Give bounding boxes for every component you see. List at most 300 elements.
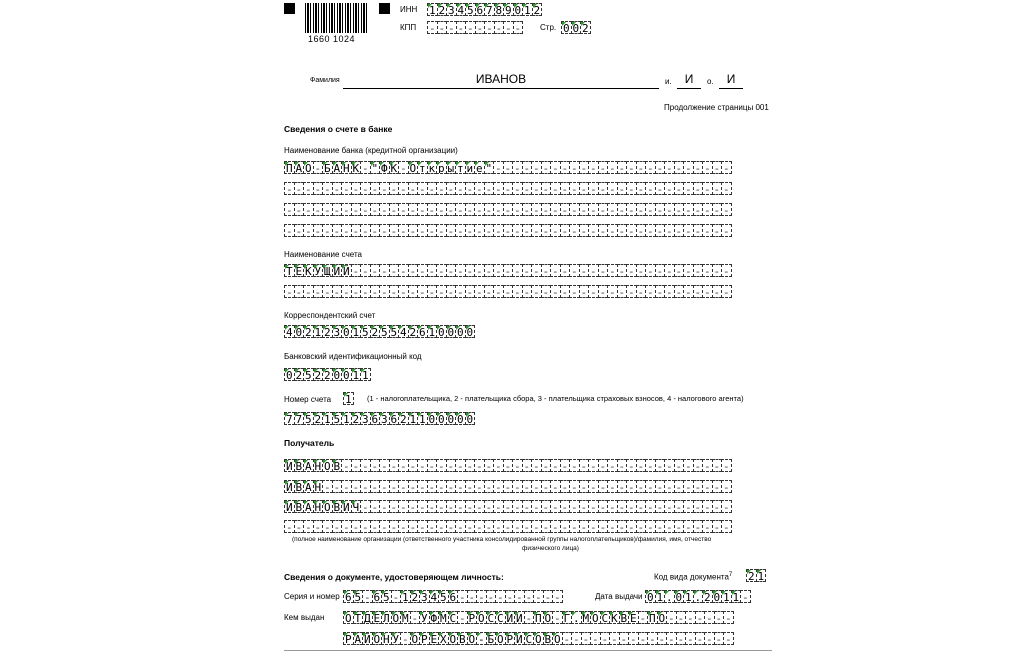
char-cell: 5 [361, 326, 369, 338]
char-cell: 1 [361, 369, 369, 381]
char-cell: - [466, 225, 474, 237]
char-cell: К [610, 612, 618, 624]
char-cell: 1 [418, 413, 426, 425]
char-cell: О [344, 612, 352, 624]
char-cell: - [295, 204, 303, 216]
char-cell: - [618, 183, 626, 195]
char-cell: - [675, 225, 683, 237]
char-cell: - [428, 521, 436, 533]
char-cell: С [487, 612, 495, 624]
char-cell: И [342, 501, 350, 513]
char-cell: - [722, 481, 730, 493]
char-cell: О [496, 633, 504, 645]
char-cell: - [504, 521, 512, 533]
char-cell: - [466, 460, 474, 472]
char-cell: - [456, 460, 464, 472]
char-cell: - [447, 204, 455, 216]
char-cell: 0 [437, 326, 445, 338]
char-cell: - [399, 225, 407, 237]
char-cell: - [713, 521, 721, 533]
char-cell: - [447, 286, 455, 298]
char-cell: Н [314, 481, 322, 493]
char-cell: - [646, 481, 654, 493]
char-cell: 2 [352, 413, 360, 425]
char-cell: - [684, 286, 692, 298]
char-cell: - [314, 162, 322, 174]
char-cell: - [513, 204, 521, 216]
char-cell: О [373, 633, 381, 645]
char-cell: - [496, 591, 504, 603]
char-cell: - [504, 481, 512, 493]
char-cell: - [599, 204, 607, 216]
char-cell: - [589, 481, 597, 493]
char-cell: 0 [646, 591, 654, 603]
char-cell: - [485, 286, 493, 298]
char-cell: - [610, 633, 618, 645]
char-cell: М [582, 612, 590, 624]
char-cell: . [694, 591, 702, 603]
char-cell: 0 [295, 326, 303, 338]
char-cell: - [352, 204, 360, 216]
char-cell: - [475, 521, 483, 533]
char-cell: В [458, 633, 466, 645]
char-cell: - [532, 162, 540, 174]
char-cell: 6 [418, 326, 426, 338]
char-cell: - [399, 460, 407, 472]
char-cell: М [439, 612, 447, 624]
char-cell: - [456, 286, 464, 298]
char-cell: 2 [314, 369, 322, 381]
char-cell: - [342, 460, 350, 472]
char-cell: - [703, 460, 711, 472]
char-cell: - [684, 460, 692, 472]
char-cell: - [580, 501, 588, 513]
char-cell: - [646, 286, 654, 298]
char-cell: - [494, 286, 502, 298]
char-cell: - [656, 204, 664, 216]
char-cell: - [466, 22, 474, 34]
char-cell: - [418, 183, 426, 195]
char-cell: - [392, 591, 400, 603]
char-cell: - [665, 204, 673, 216]
char-cell: - [342, 286, 350, 298]
char-cell: - [361, 265, 369, 277]
char-cell: - [371, 501, 379, 513]
char-cell: 0 [562, 22, 570, 34]
char-cell: В [544, 633, 552, 645]
char-cell: - [477, 633, 485, 645]
char-cell: - [599, 162, 607, 174]
char-cell: - [485, 265, 493, 277]
char-cell: - [285, 204, 293, 216]
char-cell: - [428, 286, 436, 298]
char-cell: - [380, 521, 388, 533]
char-cell: 0 [514, 4, 522, 16]
char-cell: - [409, 204, 417, 216]
char-cell: - [601, 633, 609, 645]
char-cell: - [475, 460, 483, 472]
char-cell: - [399, 183, 407, 195]
char-cell: - [646, 204, 654, 216]
char-cell: - [665, 162, 673, 174]
char-cell: - [475, 225, 483, 237]
char-cell: - [506, 591, 514, 603]
char-cell: - [570, 204, 578, 216]
char-cell: И [333, 265, 341, 277]
char-cell: Т [354, 612, 362, 624]
char-cell: - [637, 265, 645, 277]
surname-label: Фамилия [310, 77, 340, 84]
char-cell: - [551, 286, 559, 298]
char-cell: - [285, 183, 293, 195]
account-kind-hint: (1 - налогоплательщика, 2 - плательщика сбора, 3 - плательщика страховых взносов, 4 - налогового агента) [367, 394, 744, 403]
bank-name-line-3[interactable] [284, 203, 732, 216]
issued-by-line-1[interactable] [343, 611, 734, 624]
char-cell: - [352, 225, 360, 237]
char-cell: - [589, 225, 597, 237]
char-cell: - [504, 183, 512, 195]
char-cell: - [504, 22, 512, 34]
char-cell: - [466, 521, 474, 533]
account-name-line-1[interactable] [284, 264, 732, 277]
char-cell: - [390, 460, 398, 472]
page-label: Стр. [540, 23, 557, 32]
char-cell: Р [468, 612, 476, 624]
char-cell: - [504, 162, 512, 174]
char-cell: - [580, 481, 588, 493]
char-cell: - [589, 501, 597, 513]
char-cell: - [599, 501, 607, 513]
char-cell: - [629, 633, 637, 645]
char-cell: - [371, 521, 379, 533]
char-cell: - [437, 286, 445, 298]
char-cell: - [456, 481, 464, 493]
char-cell: Е [295, 265, 303, 277]
char-cell: И [506, 612, 514, 624]
bank-name-line-4[interactable] [284, 224, 732, 237]
char-cell: - [570, 521, 578, 533]
char-cell: 5 [380, 326, 388, 338]
char-cell: - [715, 612, 723, 624]
char-cell: - [553, 591, 561, 603]
char-cell: - [456, 225, 464, 237]
char-cell: - [523, 286, 531, 298]
char-cell: - [333, 286, 341, 298]
char-cell: - [333, 521, 341, 533]
char-cell: 3 [420, 591, 428, 603]
char-cell: 7 [295, 413, 303, 425]
char-cell: - [428, 460, 436, 472]
char-cell: - [514, 22, 522, 34]
char-cell: - [618, 286, 626, 298]
char-cell: - [504, 286, 512, 298]
char-cell: - [627, 204, 635, 216]
char-cell: - [437, 481, 445, 493]
char-cell: - [694, 204, 702, 216]
char-cell: - [570, 265, 578, 277]
char-cell: 0 [466, 326, 474, 338]
char-cell: - [608, 501, 616, 513]
char-cell: 0 [572, 22, 580, 34]
char-cell: П [534, 612, 542, 624]
char-cell: И [515, 633, 523, 645]
initial-i-label: и. [665, 77, 672, 86]
char-cell: - [675, 481, 683, 493]
char-cell: - [437, 204, 445, 216]
recipient-line-3[interactable] [284, 500, 732, 513]
char-cell: Р [344, 633, 352, 645]
char-cell: - [627, 162, 635, 174]
char-cell: - [399, 162, 407, 174]
bank-name-line-1[interactable] [284, 161, 732, 174]
char-cell: - [314, 204, 322, 216]
char-cell: 2 [747, 570, 755, 582]
issued-by-line-2[interactable] [343, 632, 734, 645]
char-cell: - [608, 521, 616, 533]
char-cell: - [475, 286, 483, 298]
char-cell: К [390, 162, 398, 174]
char-cell: - [561, 481, 569, 493]
char-cell: Щ [323, 265, 331, 277]
char-cell: - [390, 481, 398, 493]
char-cell: - [589, 286, 597, 298]
char-cell: - [608, 460, 616, 472]
char-cell: - [371, 183, 379, 195]
recipient-line-2[interactable] [284, 480, 732, 493]
inn-field[interactable] [427, 3, 542, 16]
char-cell: - [494, 481, 502, 493]
char-cell: - [363, 591, 371, 603]
char-cell: - [437, 501, 445, 513]
char-cell: - [722, 521, 730, 533]
char-cell: - [523, 183, 531, 195]
char-cell: И [285, 481, 293, 493]
char-cell: 1 [314, 326, 322, 338]
page-field[interactable] [561, 21, 591, 34]
char-cell: О [323, 460, 331, 472]
char-cell: 0 [456, 326, 464, 338]
char-cell: - [399, 501, 407, 513]
char-cell: - [494, 225, 502, 237]
surname-field[interactable]: ИВАНОВ [343, 72, 659, 89]
char-cell: - [475, 183, 483, 195]
char-cell: - [665, 481, 673, 493]
char-cell: - [437, 183, 445, 195]
char-cell: - [542, 460, 550, 472]
char-cell: - [551, 521, 559, 533]
char-cell: 5 [439, 591, 447, 603]
char-cell: - [466, 265, 474, 277]
char-cell: - [608, 265, 616, 277]
char-cell: - [523, 481, 531, 493]
char-cell: - [409, 460, 417, 472]
char-cell: - [342, 183, 350, 195]
char-cell: - [399, 265, 407, 277]
char-cell: 6 [390, 413, 398, 425]
char-cell: - [570, 162, 578, 174]
char-cell: т [456, 162, 464, 174]
char-cell: - [371, 481, 379, 493]
char-cell: О [409, 162, 417, 174]
char-cell: - [542, 204, 550, 216]
char-cell: - [342, 481, 350, 493]
char-cell: - [703, 183, 711, 195]
issue-date-field[interactable] [645, 590, 751, 603]
char-cell: - [456, 521, 464, 533]
char-cell: - [724, 633, 732, 645]
char-cell: - [409, 481, 417, 493]
kpp-field[interactable] [427, 21, 523, 34]
char-cell: 6 [344, 591, 352, 603]
char-cell: - [494, 265, 502, 277]
char-cell: - [637, 204, 645, 216]
char-cell: Ф [430, 612, 438, 624]
char-cell: - [542, 501, 550, 513]
char-cell: - [724, 612, 732, 624]
initial-o-field[interactable]: И [719, 72, 743, 89]
char-cell: - [705, 612, 713, 624]
char-cell: - [620, 633, 628, 645]
bik-field[interactable] [284, 368, 371, 381]
char-cell: - [304, 204, 312, 216]
char-cell: - [694, 183, 702, 195]
char-cell: р [437, 162, 445, 174]
account-name-line-2[interactable] [284, 285, 732, 298]
char-cell: - [323, 183, 331, 195]
char-cell: - [456, 501, 464, 513]
char-cell: - [371, 286, 379, 298]
char-cell: - [580, 460, 588, 472]
char-cell: 0 [342, 326, 350, 338]
char-cell: - [656, 481, 664, 493]
char-cell: - [428, 204, 436, 216]
doc-code-field[interactable] [746, 569, 766, 582]
char-cell: - [715, 633, 723, 645]
char-cell: Н [382, 633, 390, 645]
char-cell: - [390, 501, 398, 513]
char-cell: О [411, 633, 419, 645]
char-cell: - [466, 481, 474, 493]
char-cell: - [694, 286, 702, 298]
char-cell: - [532, 460, 540, 472]
char-cell: - [713, 225, 721, 237]
char-cell: - [561, 460, 569, 472]
recipient-note-2: физического лица) [522, 545, 579, 552]
char-cell: 1 [352, 326, 360, 338]
char-cell: - [694, 225, 702, 237]
char-cell: - [361, 225, 369, 237]
initial-i-field[interactable]: И [677, 72, 701, 89]
char-cell: - [352, 286, 360, 298]
char-cell: - [542, 162, 550, 174]
bottom-divider [284, 650, 772, 651]
char-cell: - [703, 225, 711, 237]
barcode-number: 1660 1024 [308, 34, 356, 44]
char-cell: - [494, 204, 502, 216]
char-cell: Н [314, 501, 322, 513]
char-cell: - [580, 204, 588, 216]
char-cell: - [627, 265, 635, 277]
char-cell: 2 [411, 591, 419, 603]
char-cell: - [333, 204, 341, 216]
char-cell: 1 [684, 591, 692, 603]
char-cell: - [447, 265, 455, 277]
char-cell: - [418, 460, 426, 472]
char-cell: - [580, 183, 588, 195]
char-cell: - [648, 633, 656, 645]
char-cell: О [477, 612, 485, 624]
char-cell: - [380, 286, 388, 298]
account-number-field[interactable] [284, 412, 475, 425]
char-cell: 2 [323, 369, 331, 381]
char-cell: - [352, 481, 360, 493]
char-cell: 1 [722, 591, 730, 603]
char-cell: - [333, 183, 341, 195]
doc-code-footnote: 7 [728, 572, 733, 578]
char-cell: - [352, 521, 360, 533]
char-cell: - [686, 633, 694, 645]
char-cell: - [513, 286, 521, 298]
char-cell: - [656, 162, 664, 174]
char-cell: - [485, 22, 493, 34]
char-cell: 3 [361, 413, 369, 425]
char-cell: - [352, 460, 360, 472]
char-cell: - [390, 204, 398, 216]
char-cell: - [570, 183, 578, 195]
char-cell: - [580, 265, 588, 277]
series-number-field[interactable] [343, 590, 563, 603]
char-cell: - [523, 162, 531, 174]
char-cell: - [475, 204, 483, 216]
char-cell: - [513, 481, 521, 493]
char-cell: Р [506, 633, 514, 645]
char-cell: - [618, 225, 626, 237]
char-cell: - [656, 183, 664, 195]
char-cell: - [675, 521, 683, 533]
corr-account-field[interactable] [284, 325, 475, 338]
char-cell: 1 [656, 591, 664, 603]
char-cell: - [532, 481, 540, 493]
char-cell: 2 [314, 413, 322, 425]
char-cell: 6 [476, 4, 484, 16]
char-cell: У [314, 265, 322, 277]
char-cell: - [361, 286, 369, 298]
bank-name-line-2[interactable] [284, 182, 732, 195]
char-cell: - [285, 225, 293, 237]
char-cell: 0 [675, 591, 683, 603]
account-kind-field[interactable] [343, 392, 354, 405]
char-cell: - [513, 501, 521, 513]
recipient-line-1[interactable] [284, 459, 732, 472]
char-cell: - [694, 481, 702, 493]
series-number-label: Серия и номер [284, 592, 340, 601]
char-cell: - [475, 501, 483, 513]
char-cell: - [713, 204, 721, 216]
char-cell: П [285, 162, 293, 174]
char-cell: Й [363, 633, 371, 645]
recipient-line-4[interactable] [284, 520, 732, 533]
char-cell: - [418, 204, 426, 216]
char-cell: - [542, 521, 550, 533]
char-cell: - [599, 286, 607, 298]
char-cell: - [637, 183, 645, 195]
char-cell: - [618, 162, 626, 174]
char-cell: - [504, 204, 512, 216]
char-cell: - [428, 501, 436, 513]
char-cell: - [722, 501, 730, 513]
account-name-label: Наименование счета [284, 250, 362, 259]
char-cell: - [504, 501, 512, 513]
